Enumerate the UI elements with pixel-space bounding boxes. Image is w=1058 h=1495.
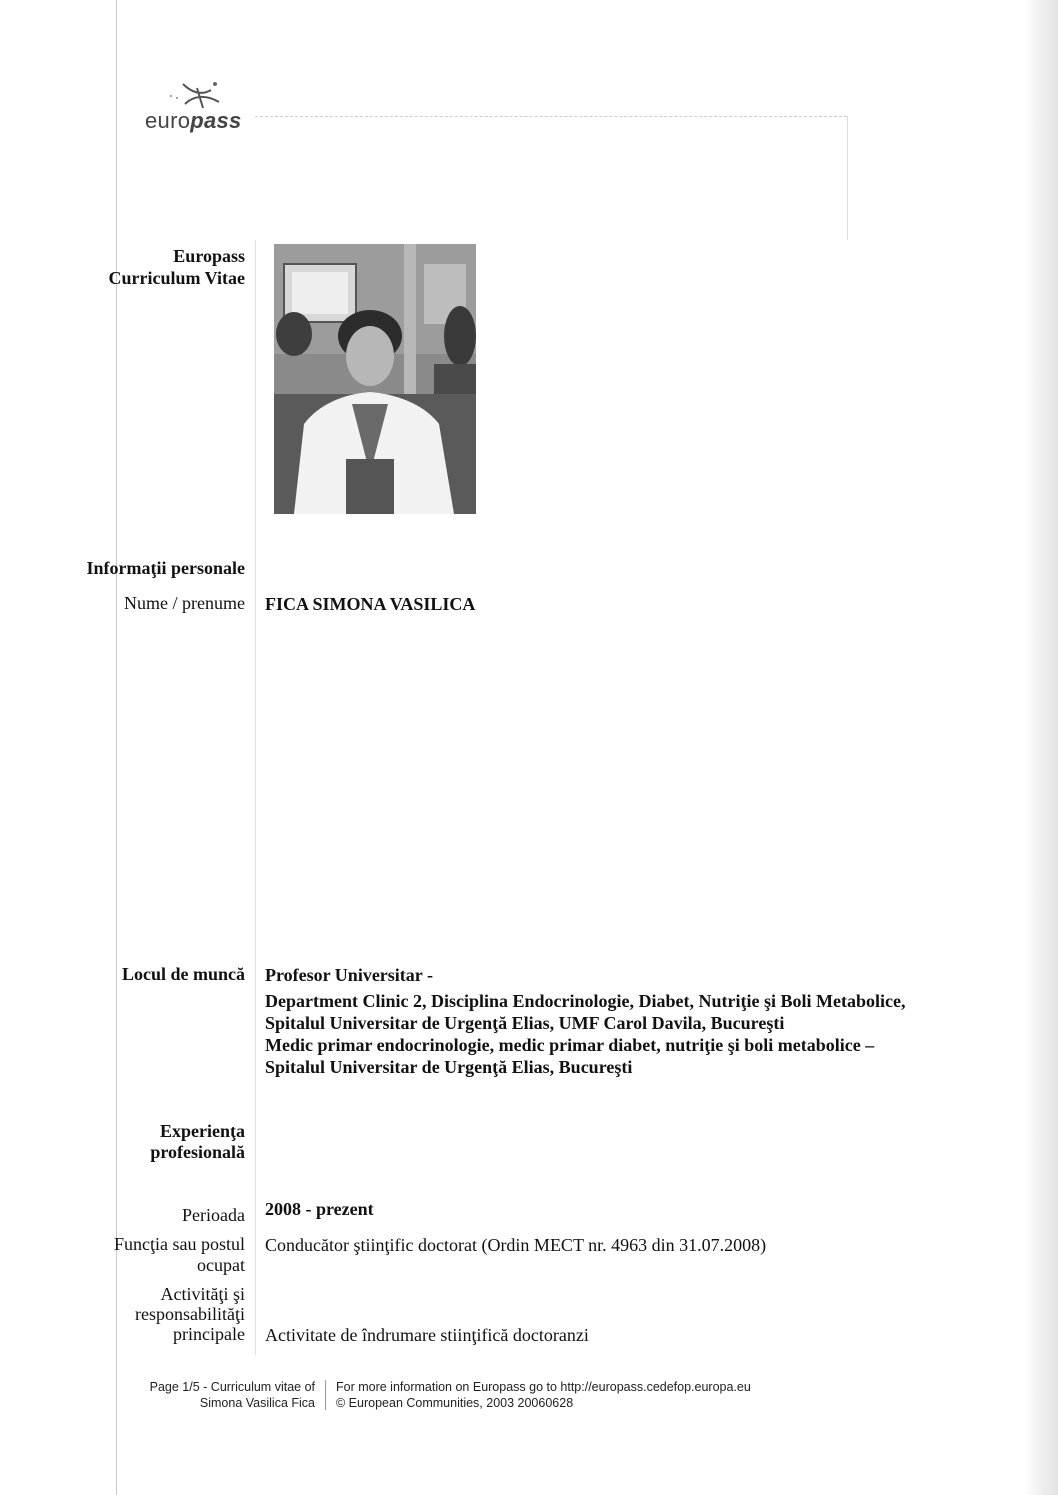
europass-logo bbox=[145, 78, 260, 138]
activities-label-line3: principale bbox=[173, 1324, 245, 1344]
function-value: Conducător ştiinţific doctorat (Ordin MECT nr. 4963 din 31.07.2008) bbox=[265, 1235, 767, 1255]
cv-title-line1: Europass bbox=[173, 246, 245, 266]
workplace-line: Medic primar endocrinologie, medic primar diabet, nutriţie şi boli metabolice – bbox=[265, 1035, 875, 1055]
function-label-line1: Funcţia sau postul bbox=[114, 1234, 245, 1254]
left-margin-line bbox=[116, 0, 117, 1495]
name-label: Nume / prenume bbox=[124, 593, 245, 613]
europass-star-icon bbox=[163, 78, 233, 112]
personal-info-heading: Informaţii personale bbox=[86, 558, 245, 578]
period-label: Perioada bbox=[182, 1205, 245, 1225]
footer-europass-info bbox=[336, 1379, 751, 1411]
logo-suffix: pass bbox=[190, 108, 242, 133]
footer-info-line2: © European Communities, 2003 20060628 bbox=[336, 1396, 574, 1410]
footer-page-info bbox=[150, 1379, 315, 1411]
function-label-line2: ocupat bbox=[197, 1255, 245, 1275]
scan-edge-shadow bbox=[1024, 0, 1058, 1495]
workplace-line: Profesor Universitar - bbox=[265, 965, 433, 985]
profile-photo bbox=[274, 244, 476, 514]
workplace-line: Spitalul Universitar de Urgenţă Elias, UMF Carol Davila, Bucureşti bbox=[265, 1013, 785, 1033]
workplace-label: Locul de muncă bbox=[121, 964, 245, 984]
activities-value: Activitate de îndrumare stiinţifică doctoranzi bbox=[265, 1325, 589, 1345]
experience-heading-line2: profesională bbox=[150, 1142, 245, 1162]
footer-page-line1: Page 1/5 - Curriculum vitae of bbox=[149, 1380, 315, 1394]
activities-label-line1: Activităţi şi bbox=[160, 1284, 245, 1304]
europass-logo-text bbox=[145, 108, 242, 134]
workplace-line: Spitalul Universitar de Urgenţă Elias, Bucureşti bbox=[265, 1057, 633, 1077]
name-value: FICA SIMONA VASILICA bbox=[265, 594, 476, 614]
workplace-line: Department Clinic 2, Disciplina Endocrinologie, Diabet, Nutriţie şi Boli Metabolice, bbox=[265, 991, 906, 1011]
footer-info-line1: For more information on Europass go to http://europass.cedefop.europa.eu bbox=[336, 1380, 751, 1394]
footer-separator bbox=[325, 1380, 326, 1410]
footer-page-line2: Simona Vasilica Fica bbox=[199, 1396, 315, 1410]
logo-prefix: euro bbox=[145, 108, 191, 133]
cv-title-line2: Curriculum Vitae bbox=[108, 268, 245, 288]
period-value: 2008 - prezent bbox=[265, 1199, 374, 1219]
activities-label-line2: responsabilităţi bbox=[135, 1304, 245, 1324]
header-rule bbox=[255, 116, 847, 118]
experience-heading-line1: Experienţa bbox=[160, 1121, 245, 1141]
column-divider bbox=[255, 240, 256, 1355]
header-rule-end bbox=[847, 116, 848, 240]
